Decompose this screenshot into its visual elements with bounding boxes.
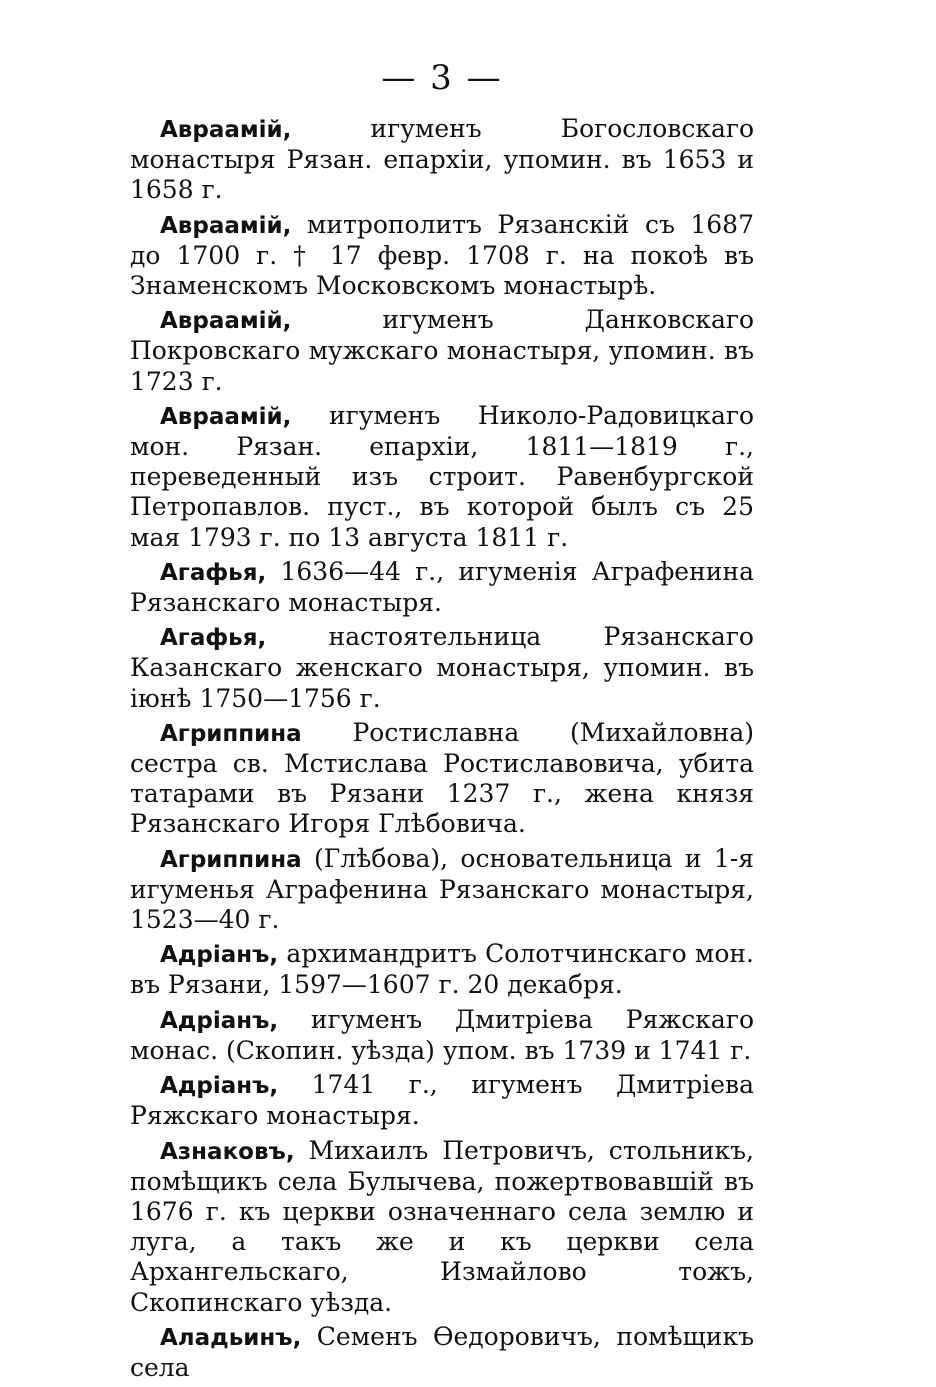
entry-headword: Агафья, <box>160 625 267 652</box>
entry <box>130 305 754 397</box>
entry <box>130 1136 754 1318</box>
entry-headword: Авраамій, <box>160 117 292 143</box>
entry <box>130 557 754 618</box>
page-number: — 3 — <box>381 58 503 98</box>
entry-headword: Адріанъ, <box>160 942 279 969</box>
entry-text: настоятельница Рязанскаго Казанскаго женскаго монастыря, упомин. въ іюнѣ 1750—1756 г. <box>130 622 754 713</box>
entry <box>130 401 754 553</box>
entry-headword: Адріанъ, <box>160 1073 279 1100</box>
entry-headword: Азнаковъ, <box>160 1138 295 1165</box>
entry <box>130 1005 754 1066</box>
entry <box>130 114 754 206</box>
entry-text: 1741 г., игуменъ Дмитріева Ряжскаго монастыря. <box>130 1070 754 1131</box>
entry <box>130 844 754 936</box>
entry-text: игуменъ Данковскаго Покровскаго мужскаго монастыря, упомин. въ 1723 г. <box>130 305 754 396</box>
entry-text: игуменъ Богословскаго монастыря Рязан. епархіи, упомин. въ 1653 и 1658 г. <box>130 114 754 205</box>
entry-text: (Глѣбова), основательница и 1-я игуменья Аграфенина Рязанскаго монастыря, 1523—40 г. <box>130 843 754 935</box>
entry-text: Семенъ Ѳедоровичъ, помѣщикъ села <box>130 1321 754 1382</box>
entry-text: Михаилъ Петровичъ, стольникъ, помѣщикъ села Булычева, пожертвовавшій въ 1676 г. къ церкви означеннаго села землю и луга, а такъ же и къ церкви села Архангельскаго, Измайлово тожъ, Скопинскаго уѣзда. <box>130 1135 754 1317</box>
entry <box>130 210 754 302</box>
entry-headword: Авраамій, <box>160 403 292 430</box>
entry <box>130 1070 754 1131</box>
entry <box>130 718 754 840</box>
entry-headword: Авраамій, <box>160 212 292 239</box>
entry <box>130 939 754 1000</box>
entry <box>130 1322 754 1383</box>
entry-headword: Агафья, <box>160 559 267 586</box>
entry-headword: Адріанъ, <box>160 1007 279 1034</box>
document-page <box>130 52 754 1387</box>
entry-text: игуменъ Николо-Радовицкаго мон. Рязан. епархіи, 1811—1819 г., переведенный изъ строит. Равенбургской Петропавлов. пуст., въ которой былъ съ 25 мая 1793 г. по 13 августа 1811 г. <box>130 400 754 552</box>
entry <box>130 622 754 714</box>
entry-headword: Авраамій, <box>160 308 292 335</box>
entry-headword: Агриппина <box>160 846 302 873</box>
entry-text: архимандритъ Солотчинскаго мон. въ Рязани, 1597—1607 г. 20 декабря. <box>130 939 754 1000</box>
entry-headword: Аладьинъ, <box>160 1324 302 1351</box>
entry-text: 1636—44 г., игуменія Аграфенина Рязанскаго монастыря. <box>130 556 754 618</box>
entry-text: Ростиславна (Михайловна) сестра св. Мстислава Ростиславовича, убита татарами въ Рязани 1237 г., жена князя Рязанскаго Игоря Глѣбовича. <box>130 717 754 839</box>
entry-text: игуменъ Дмитріева Ряжскаго монас. (Скопин. уѣзда) упом. въ 1739 и 1741 г. <box>130 1004 754 1065</box>
entry-headword: Агриппина <box>160 720 302 747</box>
entry-text: митрополитъ Рязанскій съ 1687 до 1700 г. † 17 февр. 1708 г. на покоѣ въ Знаменскомъ Московскомъ монастырѣ. <box>130 209 754 301</box>
